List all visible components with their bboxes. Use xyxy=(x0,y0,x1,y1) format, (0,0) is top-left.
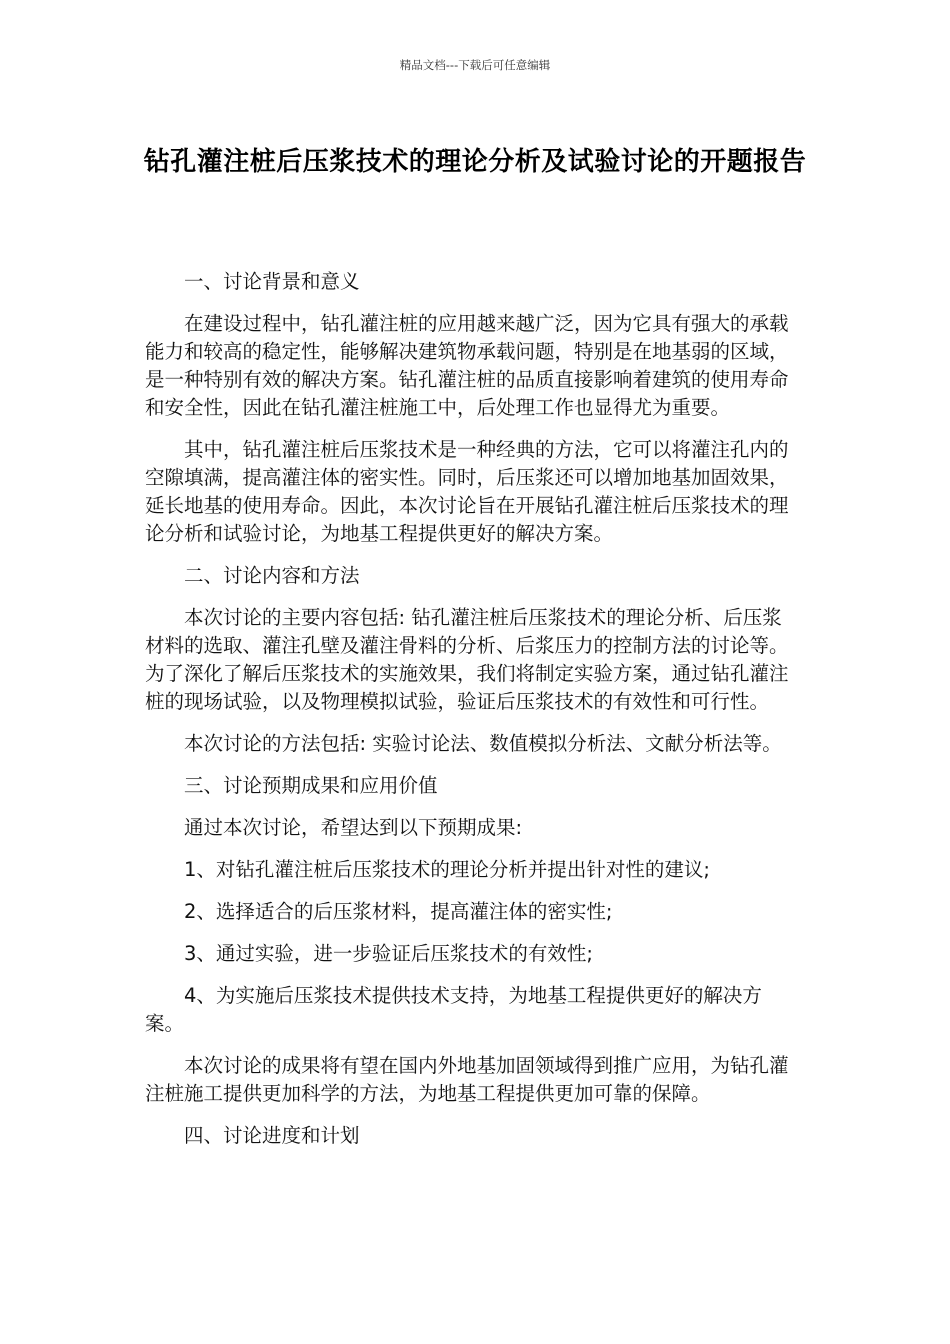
paragraph-application-value: 本次讨论的成果将有望在国内外地基加固领域得到推广应用，为钻孔灌注桩施工提供更加科学的方法，为地基工程提供更加可靠的保障。 xyxy=(145,1054,789,1105)
section-heading-content-methods: 二、讨论内容和方法 xyxy=(184,564,360,587)
list-item-result-3: 3、通过实验，进一步验证后压浆技术的有效性; xyxy=(184,942,593,965)
paragraph-methods: 本次讨论的方法包括: 实验讨论法、数值模拟分析法、文献分析法等。 xyxy=(184,732,782,755)
document-title: 钻孔灌注桩后压浆技术的理论分析及试验讨论的开题报告 xyxy=(143,147,807,177)
section-heading-background: 一、讨论背景和意义 xyxy=(184,270,360,293)
paragraph-content: 本次讨论的主要内容包括: 钻孔灌注桩后压浆技术的理论分析、后压浆材料的选取、灌注孔壁及灌注骨料的分析、后浆压力的控制方法的讨论等。为了深化了解后压浆技术的实施效果，我们将制定实验方案，通过钻孔灌注桩的现场试验，以及物理模拟试验，验证后压浆技术的有效性和可行性。 xyxy=(145,606,789,713)
document-body xyxy=(145,268,795,1164)
page-header-note: 精品文档---下载后可任意编辑 xyxy=(399,58,551,72)
list-item-result-1: 1、对钻孔灌注桩后压浆技术的理论分析并提出针对性的建议; xyxy=(184,858,710,881)
list-item-result-2: 2、选择适合的后压浆材料，提高灌注体的密实性; xyxy=(184,900,613,923)
section-heading-schedule: 四、讨论进度和计划 xyxy=(184,1124,360,1147)
section-heading-expected-results: 三、讨论预期成果和应用价值 xyxy=(184,774,438,797)
list-item-result-4: 4、为实施后压浆技术提供技术支持，为地基工程提供更好的解决方案。 xyxy=(145,984,762,1035)
paragraph-expected-intro: 通过本次讨论，希望达到以下预期成果: xyxy=(184,816,523,839)
paragraph-background-1: 在建设过程中，钻孔灌注桩的应用越来越广泛，因为它具有强大的承载能力和较高的稳定性，能够解决建筑物承载问题，特别是在地基弱的区域，是一种特别有效的解决方案。钻孔灌注桩的品质直接影响着建筑的使用寿命和安全性，因此在钻孔灌注桩施工中，后处理工作也显得尤为重要。 xyxy=(145,312,789,419)
paragraph-background-2: 其中，钻孔灌注桩后压浆技术是一种经典的方法，它可以将灌注孔内的空隙填满，提高灌注体的密实性。同时，后压浆还可以增加地基加固效果，延长地基的使用寿命。因此，本次讨论旨在开展钻孔灌注桩后压浆技术的理论分析和试验讨论，为地基工程提供更好的解决方案。 xyxy=(145,438,789,545)
